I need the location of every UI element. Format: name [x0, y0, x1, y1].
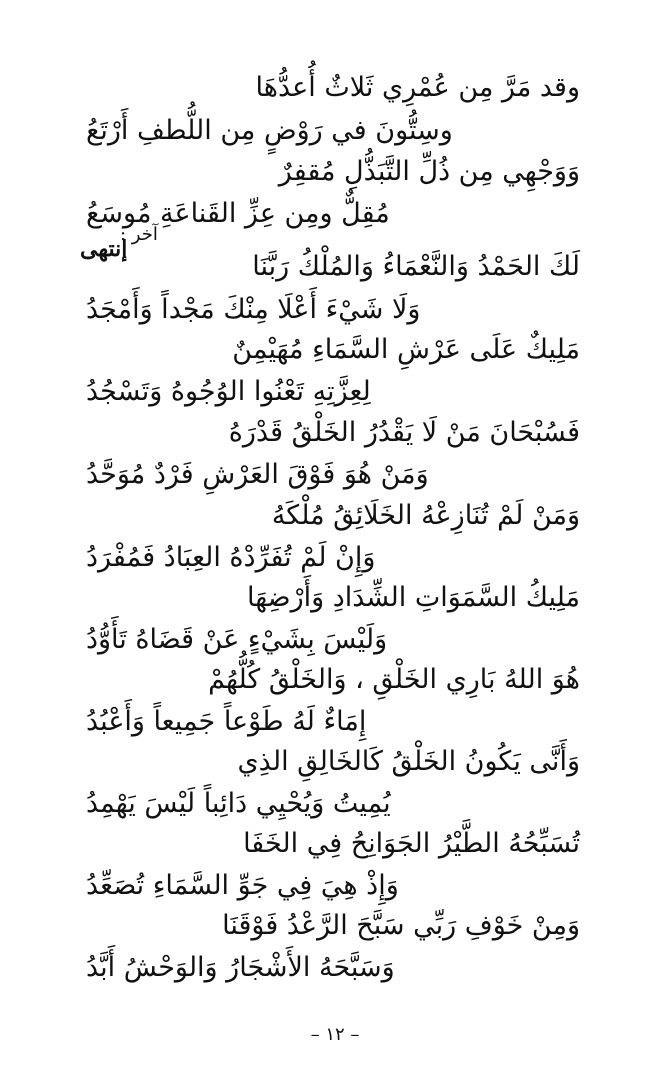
verse-line-8: لِعِزَّتِهِ تَعْنُوا الوُجُوهُ وَتَسْجُدُ — [86, 376, 371, 407]
verse-line-2: وسِتُّونَ في رَوْضٍ مِن اللُّطفِ أَرْتَعُ — [86, 115, 453, 146]
verse-line-5: لَكَ الحَمْدُ وَالنَّعْمَاءُ وَالمُلْكُ رَبَّنَا — [252, 251, 580, 282]
verse-line-22: وَسَبَّحَهُ الأَشْجَارُ وَالوَحْشُ أَبَّدُ — [86, 952, 395, 983]
verse-line-4: مُقِلٌّ ومِن عِزِّ القَناعَةِ مُوسَعُ — [86, 198, 390, 229]
verse-line-6: وَلَا شَيْءَ أَعْلَا مِنْكَ مَجْداً وَأَمْجَدُ — [86, 294, 421, 325]
verse-line-15: هُوَ اللهُ بَارِي الخَلْقِ ، وَالخَلْقُ كُلُّهُمْ — [208, 664, 580, 695]
verse-line-14: وَلَيْسَ بِشَيْءٍ عَنْ قَضَاهُ تَأَوُّدُ — [86, 624, 388, 655]
page-number: – ١٢ – — [310, 1024, 360, 1045]
verse-line-16: إِمَاءٌ لَهُ طَوْعاً جَمِيعاً وَأَعْبُدُ — [86, 706, 367, 737]
verse-line-12: وَإِنْ لَمْ تُفَرِّدْهُ العِبَادُ فَمُفْرَدُ — [86, 542, 376, 573]
verse-line-20: وَإِذْ هِيَ فِي جَوِّ السَّمَاءِ تُصَعِّدُ — [86, 870, 399, 901]
verse-line-11: وَمَنْ لَمْ تُنَازِعْهُ الخَلَائِقُ مُلْكَهُ — [271, 500, 580, 531]
verse-line-21: وَمِنْ خَوْفِ رَبِّي سَبَّحَ الرَّعْدُ فَوْقَنَا — [222, 910, 580, 941]
end-note: إنتهى — [80, 236, 128, 262]
other-poem-label: آخر : — [120, 224, 158, 245]
verse-line-18: يُمِيتُ وَيُحْيِي دَائِباً لَيْسَ يَهْمِدُ — [86, 788, 391, 819]
verse-line-7: مَلِيكٌ عَلَى عَرْشِ السَّمَاءِ مُهَيْمِنٌ — [232, 334, 580, 365]
verse-line-9: فَسُبْحَانَ مَنْ لَا يَقْدُرُ الخَلْقُ قَدْرَهُ — [228, 417, 580, 448]
verse-line-10: وَمَنْ هُوَ فَوْقَ العَرْشِ فَرْدٌ مُوَحَّدُ — [86, 459, 429, 490]
verse-line-13: مَلِيكُ السَّمَوَاتِ الشِّدَادِ وَأَرْضِهَا — [246, 582, 580, 613]
verse-line-19: تُسَبِّحُهُ الطَّيْرُ الجَوَانِحُ فِي الخَفَا — [243, 828, 580, 859]
verse-line-17: وَأَنَّى يَكُونُ الخَلْقُ كَالخَالِقِ الذِي — [237, 746, 580, 777]
verse-line-1: وقد مَرَّ مِن عُمْرِي ثَلاثٌ أُعدُّهَا — [255, 72, 580, 103]
verse-line-3: وَوَجْهِي مِن ذُلِّ التَّبَذُّلِ مُقفِرٌ — [278, 156, 580, 187]
